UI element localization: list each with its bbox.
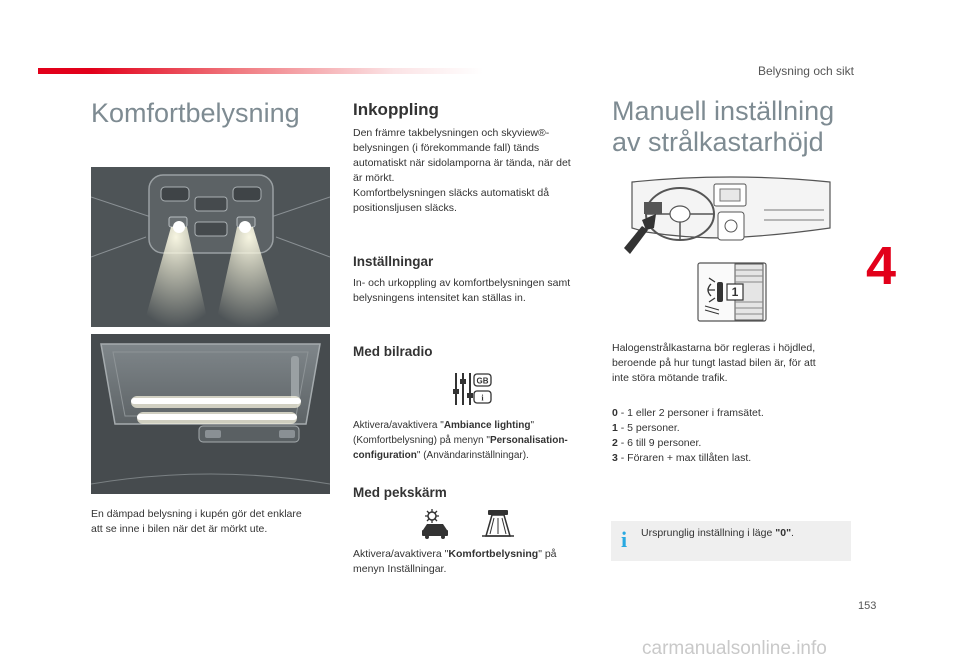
ceiling-lamp-icon bbox=[480, 508, 516, 540]
position-item: 3 - Föraren + max tillåten last. bbox=[612, 452, 752, 464]
installningar-text: In- och urkoppling av komfortbelysningen samt belysningens intensitet kan ställas in. bbox=[353, 277, 571, 304]
bilradio-heading: Med bilradio bbox=[353, 344, 433, 359]
page-title: Komfortbelysning bbox=[91, 98, 300, 128]
info-box bbox=[611, 521, 851, 561]
position-list bbox=[612, 406, 764, 466]
position-item: 1 - 5 personer. bbox=[612, 422, 680, 434]
inkoppling-text: Den främre takbelysningen och skyview®- belysningen (i förekommande fall) tänds automatiskt när sidolamporna är tända, när det är mörkt. Komfortbelysningen släcks automatiskt då positionsljusen släcks. bbox=[353, 127, 571, 214]
position-item: 2 - 6 till 9 personer. bbox=[612, 437, 702, 449]
radio-settings-icon bbox=[452, 371, 492, 407]
info-text: Ursprunglig inställning i läge "0". bbox=[641, 527, 794, 539]
info-icon: i bbox=[621, 527, 628, 552]
installningar-heading: Inställningar bbox=[353, 254, 434, 269]
pekskarm-heading: Med pekskärm bbox=[353, 485, 447, 500]
bilradio-text: Aktivera/avaktivera "Ambiance lighting" (Komfortbelysning) på menyn "Personalisation- configuration" (Användarinställningar). bbox=[353, 420, 568, 461]
chapter-number: 4 bbox=[866, 236, 897, 296]
section-heading: Manuell inställning av strålkastarhöjd bbox=[612, 96, 835, 157]
header-accent-bar bbox=[38, 68, 483, 74]
skyview-light-photo bbox=[91, 334, 330, 494]
position-item: 0 - 1 eller 2 personer i framsätet. bbox=[612, 407, 764, 419]
photo-caption: En dämpad belysning i kupén gör det enklare att se inne i bilen när det är mörkt ute. bbox=[91, 508, 302, 535]
headlamp-dial-illustration bbox=[697, 262, 767, 322]
watermark: carmanualsonline.info bbox=[642, 638, 827, 659]
car-settings-icon bbox=[419, 508, 455, 540]
gb-label: GB bbox=[476, 376, 489, 386]
inkoppling-heading: Inkoppling bbox=[353, 100, 439, 119]
dial-value: 1 bbox=[731, 285, 739, 299]
page-number: 153 bbox=[858, 600, 877, 612]
pekskarm-text: Aktivera/avaktivera "Komfortbelysning" på menyn Inställningar. bbox=[353, 548, 557, 575]
ceiling-light-photo bbox=[91, 167, 330, 327]
dashboard-illustration bbox=[624, 176, 836, 258]
halogen-text: Halogenstrålkastarna bör regleras i höjdled, beroende på hur tungt lastad bilen är, för att inte störa mötande trafik. bbox=[612, 342, 816, 384]
section-title: Belysning och sikt bbox=[757, 64, 854, 78]
info-label: i bbox=[481, 393, 484, 403]
